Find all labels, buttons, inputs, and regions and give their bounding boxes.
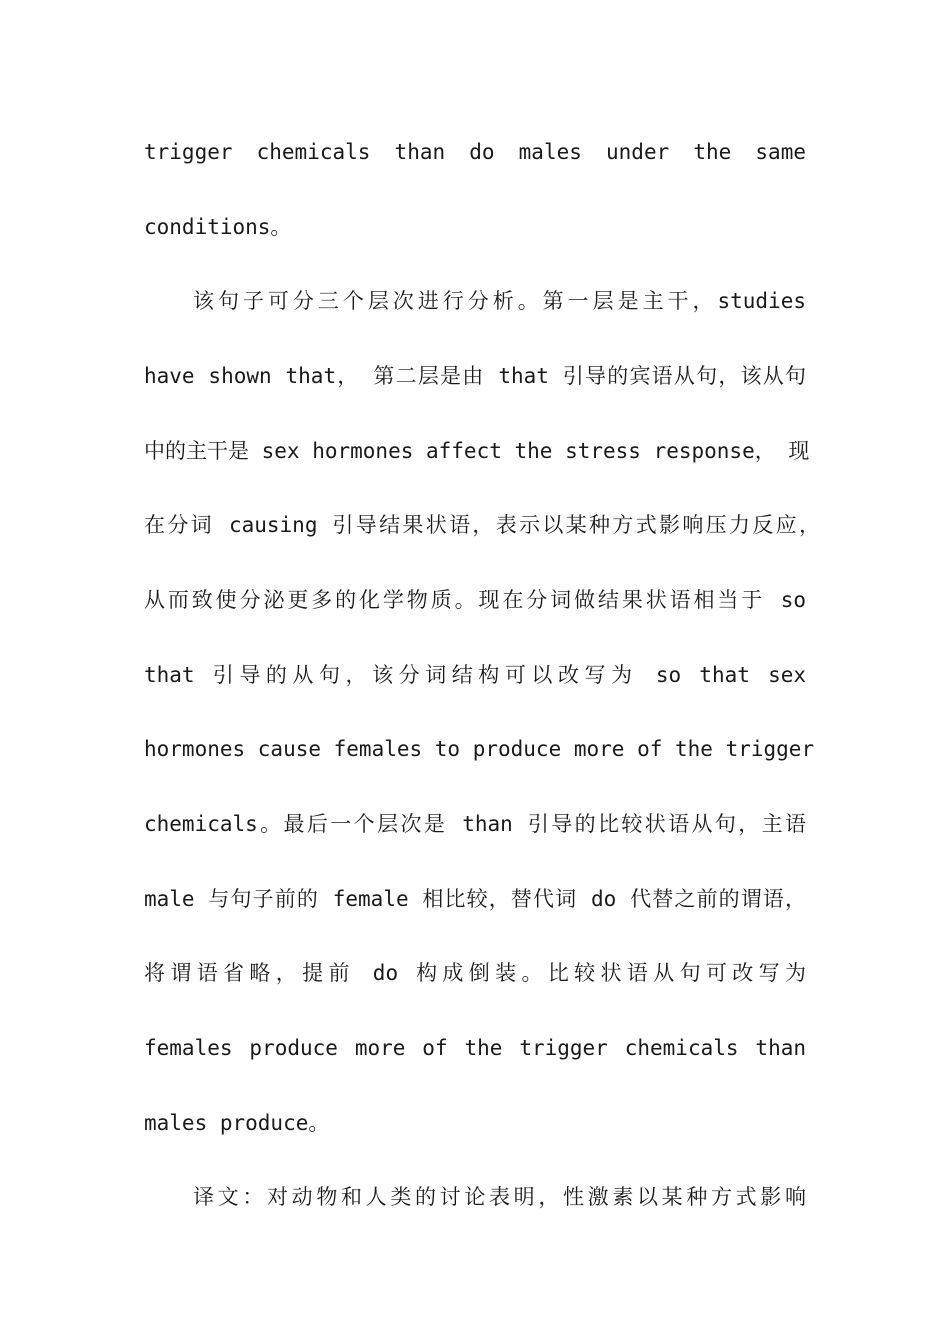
text-line-13: females produce more of the trigger chemicals than: [144, 1036, 806, 1060]
text-line-4: have shown that， 第二层是由 that 引导的宾语从句，该从句: [144, 364, 806, 388]
text-line-9: hormones cause females to produce more of the trigger: [144, 737, 815, 761]
text-line-6: 在分词 causing 引导结果状语，表示以某种方式影响压力反应，: [144, 513, 820, 537]
text-line-8: that 引导的从句，该分词结构可以改写为 so that sex: [144, 663, 806, 687]
text-line-5: 中的主干是 sex hormones affect the stress response， 现: [144, 439, 810, 463]
text-line-11: male 与句子前的 female 相比较，替代词 do 代替之前的谓语，: [144, 887, 806, 911]
text-line-15: 译文：对动物和人类的讨论表明，性激素以某种方式影响: [193, 1185, 806, 1209]
text-line-7: 从而致使分泌更多的化学物质。现在分词做结果状语相当于 so: [144, 588, 806, 612]
text-line-2: conditions。: [144, 215, 292, 239]
text-line-1: trigger chemicals than do males under the same: [144, 140, 806, 164]
text-line-10: chemicals。最后一个层次是 than 引导的比较状语从句，主语: [144, 812, 806, 836]
text-line-3: 该句子可分三个层次进行分析。第一层是主干，studies: [193, 289, 806, 313]
text-line-14: males produce。: [144, 1111, 330, 1135]
text-line-12: 将谓语省略，提前 do 构成倒装。比较状语从句可改写为: [144, 961, 806, 985]
